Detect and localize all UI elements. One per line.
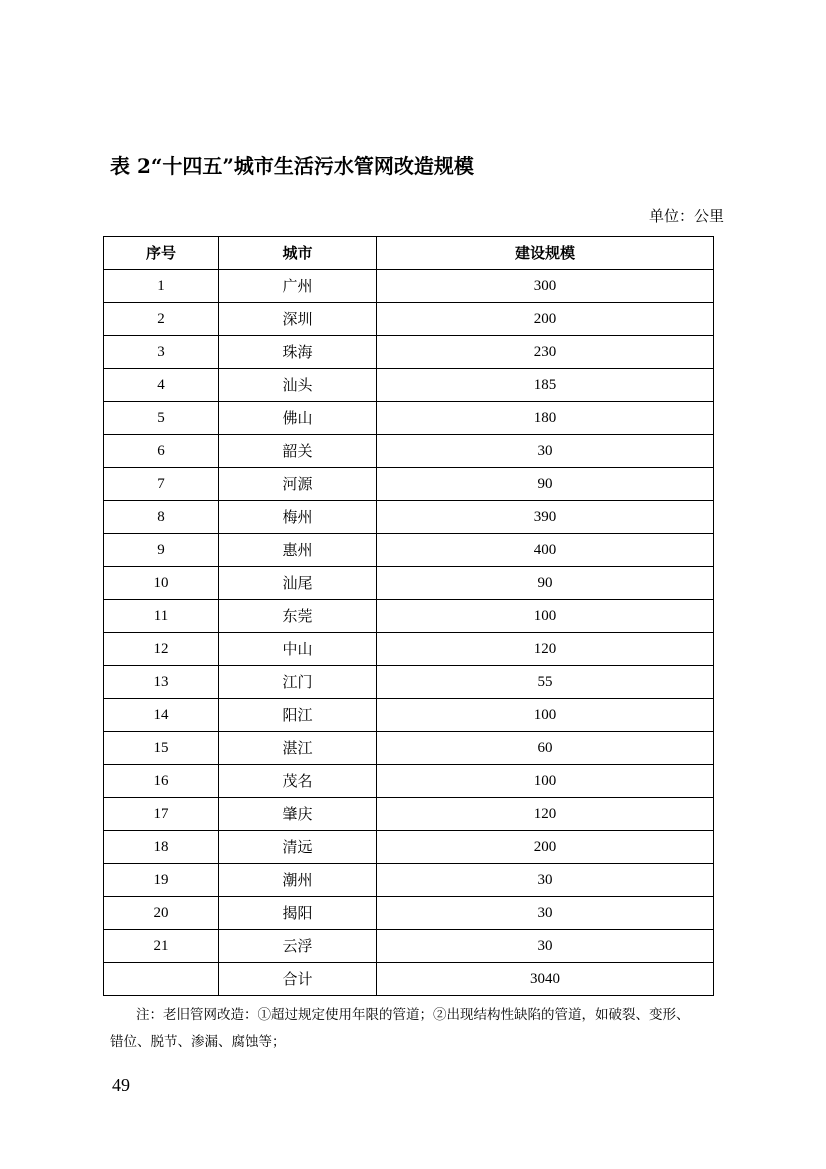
table-row [104,402,714,435]
cell-city: 中山 [219,633,377,666]
cell-scale: 90 [377,468,714,501]
table-row [104,930,714,963]
cell-city: 清远 [219,831,377,864]
cell-scale: 3040 [377,963,714,996]
cell-city: 汕尾 [219,567,377,600]
cell-index: 6 [104,435,219,468]
cell-scale: 120 [377,798,714,831]
table-row [104,468,714,501]
table-body [104,270,714,996]
cell-city: 江门 [219,666,377,699]
cell-index [104,963,219,996]
cell-scale: 200 [377,303,714,336]
table-header-row [104,237,714,270]
cell-scale: 200 [377,831,714,864]
table-title: 表 2“十四五”城市生活污水管网改造规模 [110,154,474,178]
cell-city: 韶关 [219,435,377,468]
cell-scale: 90 [377,567,714,600]
table-row [104,600,714,633]
cell-scale: 230 [377,336,714,369]
table-row [104,732,714,765]
cell-scale: 180 [377,402,714,435]
cell-scale: 30 [377,435,714,468]
cell-city: 东莞 [219,600,377,633]
table-row [104,534,714,567]
cell-index: 8 [104,501,219,534]
cell-scale: 100 [377,765,714,798]
cell-index: 2 [104,303,219,336]
cell-index: 16 [104,765,219,798]
footnote-line-2: 错位、脱节、渗漏、腐蚀等； [110,1034,286,1050]
page-number: 49 [112,1075,130,1095]
cell-index: 15 [104,732,219,765]
table-row [104,765,714,798]
cell-index: 3 [104,336,219,369]
cell-city: 潮州 [219,864,377,897]
table-row [104,666,714,699]
cell-city: 肇庆 [219,798,377,831]
cell-index: 5 [104,402,219,435]
cell-index: 9 [104,534,219,567]
cell-scale: 30 [377,930,714,963]
total-row [104,963,714,996]
table-row [104,864,714,897]
table-row [104,369,714,402]
cell-city: 梅州 [219,501,377,534]
table-row [104,831,714,864]
table-row [104,897,714,930]
unit-label: 单位：公里 [648,207,724,225]
cell-scale: 30 [377,897,714,930]
cell-index: 20 [104,897,219,930]
cell-index: 10 [104,567,219,600]
cell-scale: 390 [377,501,714,534]
cell-city: 揭阳 [219,897,377,930]
cell-scale: 30 [377,864,714,897]
table-row [104,303,714,336]
cell-city: 湛江 [219,732,377,765]
table-row [104,435,714,468]
cell-city: 深圳 [219,303,377,336]
cell-scale: 100 [377,600,714,633]
header-city: 城市 [219,237,377,270]
table-row [104,633,714,666]
data-table [103,236,714,996]
footnote-line-1: 注：老旧管网改造：①超过规定使用年限的管道；②出现结构性缺陷的管道，如破裂、变形、 [136,1007,690,1023]
cell-city: 佛山 [219,402,377,435]
header-index: 序号 [104,237,219,270]
cell-scale: 120 [377,633,714,666]
cell-city: 合计 [219,963,377,996]
cell-city: 云浮 [219,930,377,963]
cell-scale: 185 [377,369,714,402]
cell-index: 21 [104,930,219,963]
cell-city: 珠海 [219,336,377,369]
footnote [112,1002,727,1056]
cell-index: 7 [104,468,219,501]
cell-city: 汕头 [219,369,377,402]
cell-index: 1 [104,270,219,303]
cell-index: 18 [104,831,219,864]
cell-city: 茂名 [219,765,377,798]
cell-scale: 55 [377,666,714,699]
table-row [104,699,714,732]
header-scale: 建设规模 [377,237,714,270]
cell-index: 12 [104,633,219,666]
cell-city: 河源 [219,468,377,501]
cell-scale: 100 [377,699,714,732]
cell-index: 11 [104,600,219,633]
cell-city: 广州 [219,270,377,303]
cell-city: 惠州 [219,534,377,567]
cell-index: 17 [104,798,219,831]
cell-city: 阳江 [219,699,377,732]
cell-scale: 300 [377,270,714,303]
table-row [104,567,714,600]
cell-index: 13 [104,666,219,699]
cell-index: 14 [104,699,219,732]
table-row [104,270,714,303]
cell-scale: 60 [377,732,714,765]
cell-index: 19 [104,864,219,897]
cell-scale: 400 [377,534,714,567]
table-row [104,798,714,831]
table-row [104,336,714,369]
cell-index: 4 [104,369,219,402]
table-row [104,501,714,534]
